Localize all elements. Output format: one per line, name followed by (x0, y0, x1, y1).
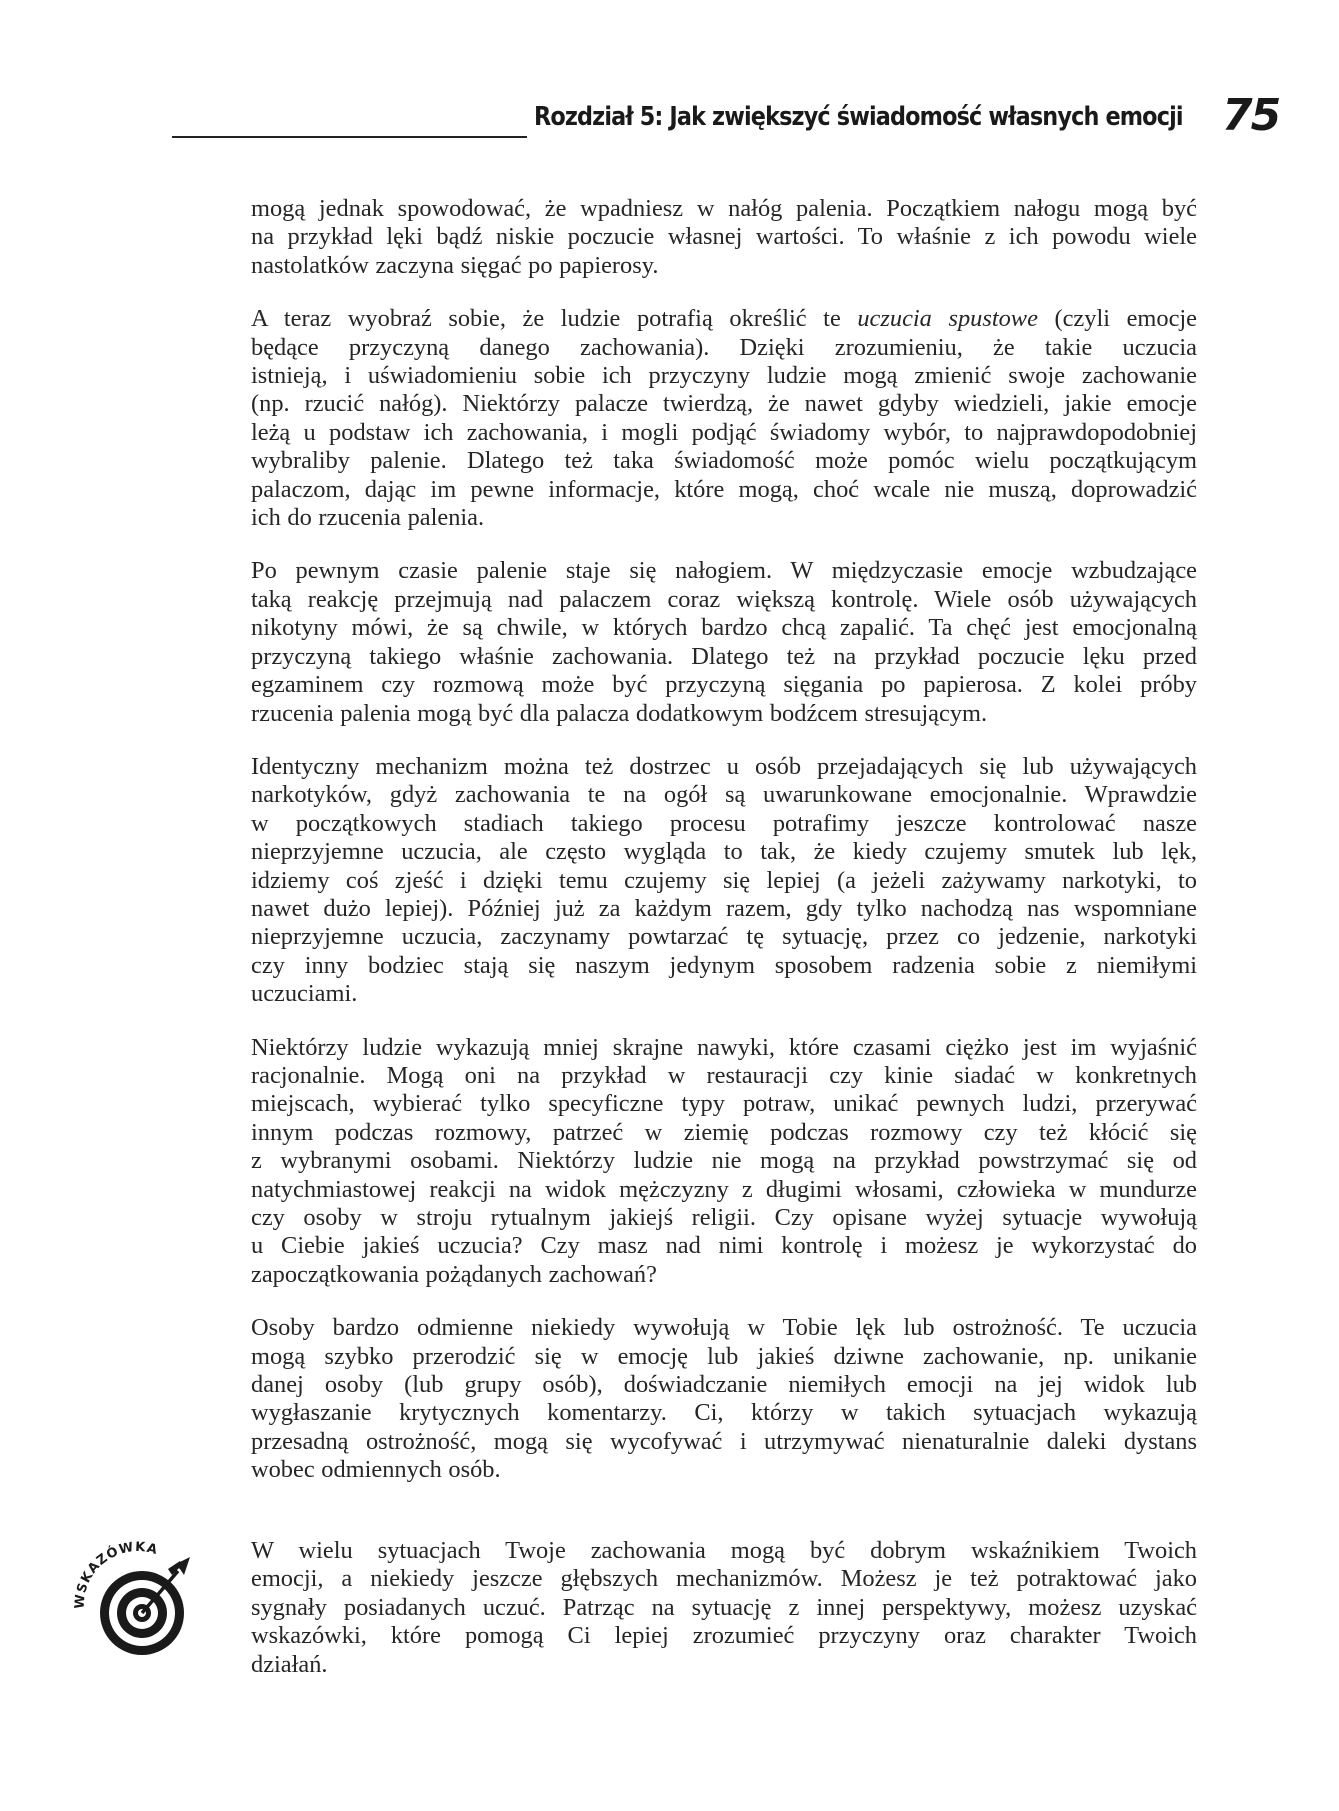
text-line: wybraliby palenie. Dlatego też taka świadomość może pomóc wielu początkującym (251, 447, 1197, 475)
text-line: idziemy coś zjeść i dzięki temu czujemy się lepiej (a jeżeli zażywamy narkotyki, to (251, 866, 1197, 894)
running-head (172, 90, 1280, 146)
text-line: nikotyny mówi, że są chwile, w których bardzo chcą zapalić. Ta chęć jest emocjonalną (251, 614, 1197, 642)
text-line: Osoby bardzo odmienne niekiedy wywołują w Tobie lęk lub ostrożność. Te uczucia (251, 1314, 1197, 1342)
paragraph-4 (251, 753, 1197, 1009)
text-line: zapoczątkowania pożądanych zachowań? (251, 1260, 657, 1288)
paragraph-1 (251, 195, 1197, 280)
text-line: leżą u podstaw ich zachowania, i mogli podjąć świadomy wybór, to najprawdopodobniej (251, 418, 1197, 446)
text-line: przesadną ostrożność, mogą się wycofywać i utrzymywać nienaturalnie daleki dystans (251, 1427, 1197, 1455)
tip-icon-label-path: WSKAZÓWKA (72, 1539, 160, 1610)
text-line: Identyczny mechanizm można też dostrzec u osób przejadających się lub używających (251, 752, 1197, 780)
text-line: u Ciebie jakieś uczucia? Czy masz nad nimi kontrolę i możesz je wykorzystać do (251, 1232, 1197, 1260)
text-line: ich do rzucenia palenia. (251, 504, 485, 532)
text-line: Po pewnym czasie palenie staje się nałogiem. W międzyczasie emocje wzbudzające (251, 557, 1197, 585)
text-line: sygnały posiadanych uczuć. Patrząc na sytuację z innej perspektywy, możesz uzyskać (251, 1593, 1197, 1621)
text-line: natychmiastowej reakcji na widok mężczyzny z długimi włosami, człowieka w mundurze (251, 1175, 1197, 1203)
text-line: narkotyków, gdyż zachowania te na ogół są uwarunkowane emocjonalnie. Wprawdzie (251, 781, 1197, 809)
text-line: mogą szybko przerodzić się w emocję lub jakieś dziwne zachowanie, np. unikanie (251, 1342, 1197, 1370)
paragraph-5 (251, 1034, 1197, 1290)
paragraph-6 (251, 1314, 1197, 1484)
text-line: danej osoby (lub grupy osób), doświadczanie niemiłych emocji na jej widok lub (251, 1371, 1197, 1399)
text-line: egzaminem czy rozmową może być przyczyną sięgania po papierosa. Z kolei próby (251, 671, 1197, 699)
text-line: nastolatków zaczyna sięgać po papierosy. (251, 251, 659, 279)
paragraph-2 (251, 305, 1197, 532)
text-line: taką reakcję przejmują nad palaczem coraz większą kontrolę. Wiele osób używających (251, 585, 1197, 613)
text-line: mogą jednak spowodować, że wpadniesz w nałóg palenia. Początkiem nałogu mogą być (251, 195, 1197, 222)
text-line: istnieją, i uświadomieniu sobie ich przyczyny ludzie mogą zmienić swoje zachowanie (251, 362, 1197, 390)
text-line: miejscach, wybierać tylko specyficzne typy potraw, unikać pewnych ludzi, przerywać (251, 1090, 1197, 1118)
page-number: 75 (1222, 90, 1280, 141)
text-line: przyczyną takiego właśnie zachowania. Dlatego też na przykład poczucie lęku przed (251, 642, 1197, 670)
text-line: palaczom, dając im pewne informacje, które mogą, choć wcale nie muszą, doprowadzić (251, 475, 1197, 503)
text-line: wobec odmiennych osób. (251, 1456, 501, 1484)
text-line: wskazówki, które pomogą Ci lepiej zrozumieć przyczyny oraz charakter Twoich (251, 1622, 1197, 1650)
text-line: nawet dużo lepiej). Później już za każdym razem, gdy tylko nachodzą nas wspomniane (251, 894, 1197, 922)
text-line: racjonalnie. Mogą oni na przykład w restauracji czy kinie siadać w konkretnych (251, 1061, 1197, 1089)
tip-target-icon (70, 1535, 200, 1665)
text-line: emocji, a niekiedy jeszcze głębszych mechanizmów. Możesz je też potraktować jako (251, 1565, 1197, 1593)
paragraph-3 (251, 557, 1197, 727)
text-line: nieprzyjemne uczucia, ale często wygląda to tak, że kiedy czujemy smutek lub lęk, (251, 838, 1197, 866)
chapter-title: Rozdział 5: Jak zwiększyć świadomość własnych emocji (534, 102, 1183, 132)
text-line: czy osoby w stroju rytualnym jakiejś religii. Czy opisane wyżej sytuacje wywołują (251, 1204, 1197, 1231)
text-line: w początkowych stadiach takiego procesu potrafimy jeszcze kontrolować nasze (251, 809, 1197, 837)
text-line: działań. (251, 1650, 328, 1678)
text-run: A teraz wyobraź sobie, że ludzie potrafią określić te (251, 305, 858, 333)
body-text (251, 195, 1197, 1510)
text-line: nieprzyjemne uczucia, zaczynamy powtarzać tę sytuację, przez co jedzenie, narkotyki (251, 923, 1197, 951)
text-line: W wielu sytuacjach Twoje zachowania mogą być dobrym wskaźnikiem Twoich (251, 1537, 1197, 1564)
text-line: będące przyczyną danego zachowania). Dzięki zrozumieniu, że takie uczucia (251, 333, 1197, 361)
text-line: innym podczas rozmowy, patrzeć w ziemię podczas rozmowy czy też kłócić się (251, 1118, 1197, 1146)
text-line: Niektórzy ludzie wykazują mniej skrajne nawyki, które czasami ciężko jest im wyjaśnić (251, 1033, 1197, 1061)
target-arrow-icon (70, 1535, 200, 1665)
text-line: uczuciami. (251, 980, 358, 1008)
header-rule (172, 136, 527, 138)
text-line (251, 305, 1197, 333)
tip-paragraph (251, 1537, 1197, 1679)
text-line: wygłaszanie krytycznych komentarzy. Ci, którzy w takich sytuacjach wykazują (251, 1399, 1197, 1427)
text-line: rzucenia palenia mogą być dla palacza dodatkowym bodźcem stresującym. (251, 699, 988, 727)
text-line: czy inny bodziec stają się naszym jedynym sposobem radzenia sobie z niemiłymi (251, 951, 1197, 979)
text-line: z wybranymi osobami. Niektórzy ludzie nie mogą na przykład powstrzymać się od (251, 1147, 1197, 1175)
text-run: (czyli emocje (1037, 305, 1198, 333)
text-line: (np. rzucić nałóg). Niektórzy palacze twierdzą, że nawet gdyby wiedzieli, jakie emocje (251, 390, 1197, 418)
italic-term: uczucia spustowe (857, 305, 1038, 333)
text-line: na przykład lęki bądź niskie poczucie własnej wartości. To właśnie z ich powodu wiele (251, 223, 1197, 251)
